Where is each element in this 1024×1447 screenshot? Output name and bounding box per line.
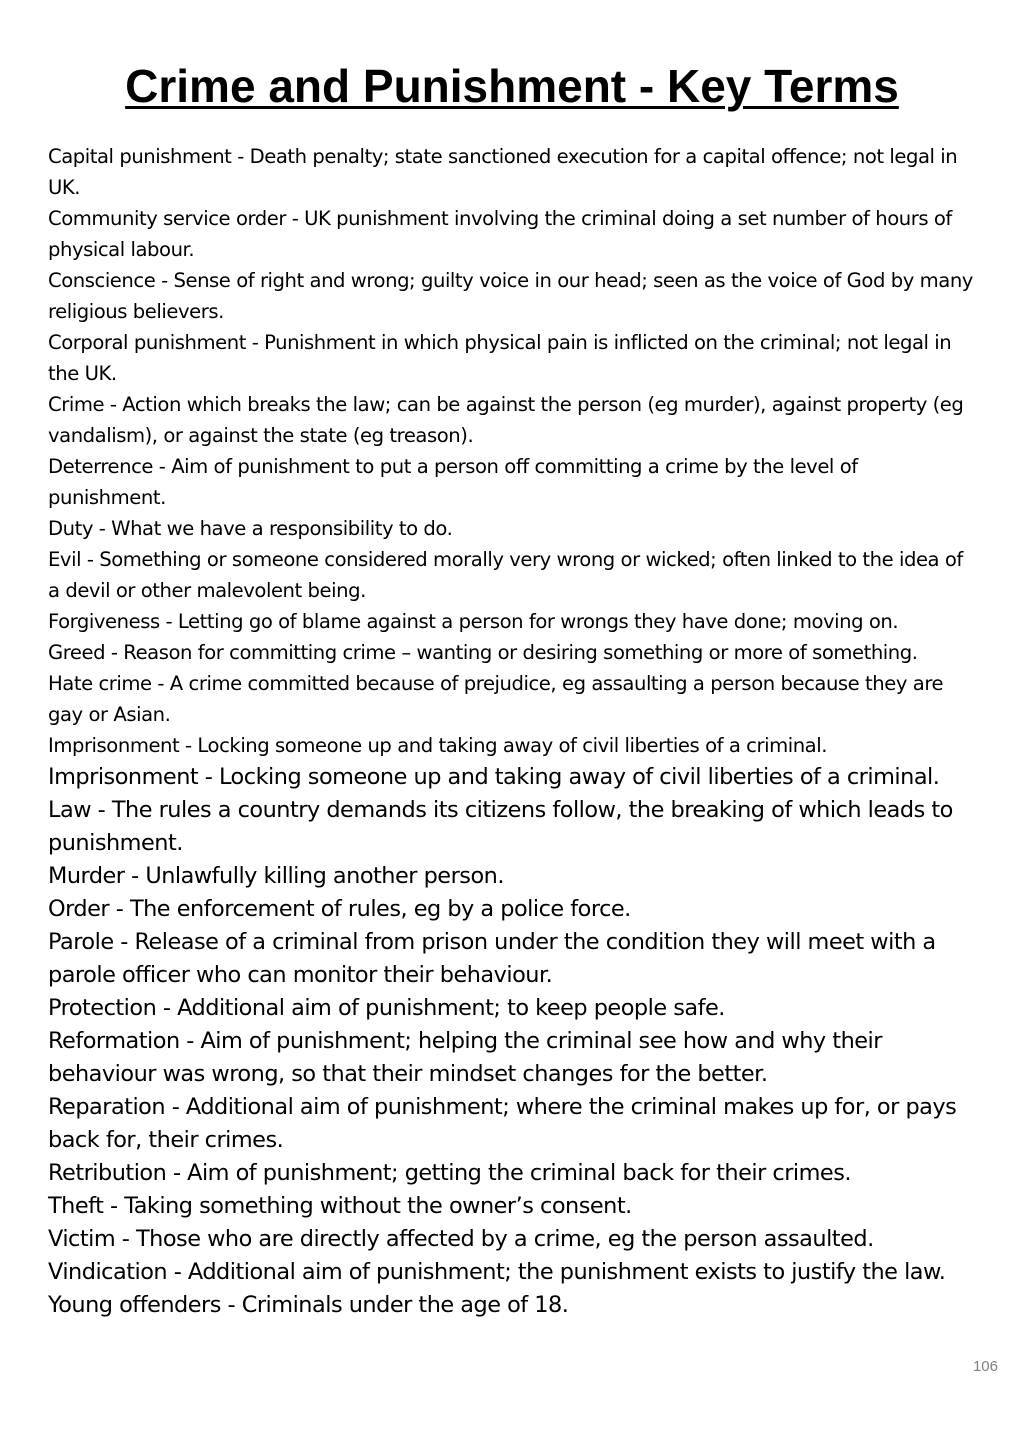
key-terms-list bbox=[48, 141, 974, 1322]
term-conscience: Conscience - Sense of right and wrong; guilty voice in our head; seen as the voice of God by many religious believers. bbox=[48, 269, 973, 323]
term-deterrence: Deterrence - Aim of punishment to put a person off committing a crime by the level of punishment. bbox=[48, 455, 858, 509]
term-imprisonment: Imprisonment - Locking someone up and taking away of civil liberties of a criminal. bbox=[48, 734, 828, 757]
term-evil: Evil - Something or someone considered morally very wrong or wicked; often linked to the idea of a devil or other malevolent being. bbox=[48, 548, 963, 602]
term-parole: Parole - Release of a criminal from prison under the condition they will meet with a parole officer who can monitor their behaviour. bbox=[48, 929, 936, 988]
term-capital-punishment: Capital punishment - Death penalty; state sanctioned execution for a capital offence; not legal in UK. bbox=[48, 145, 958, 199]
term-order: Order - The enforcement of rules, eg by a police force. bbox=[48, 896, 631, 922]
term-forgiveness: Forgiveness - Letting go of blame against a person for wrongs they have done; moving on. bbox=[48, 610, 899, 633]
term-crime: Crime - Action which breaks the law; can be against the person (eg murder), against property (eg vandalism), or against the state (eg treason). bbox=[48, 393, 964, 447]
term-greed: Greed - Reason for committing crime – wanting or desiring something or more of something. bbox=[48, 641, 918, 664]
page-number: 106 bbox=[972, 1358, 998, 1375]
term-victim: Victim - Those who are directly affected by a crime, eg the person assaulted. bbox=[48, 1226, 874, 1252]
term-murder: Murder - Unlawfully killing another person. bbox=[48, 863, 504, 889]
term-hate-crime: Hate crime - A crime committed because of prejudice, eg assaulting a person because they are gay or Asian. bbox=[48, 672, 944, 726]
term-duty: Duty - What we have a responsibility to do. bbox=[48, 517, 453, 540]
term-young-offenders: Young offenders - Criminals under the age of 18. bbox=[48, 1292, 569, 1318]
term-reformation: Reformation - Aim of punishment; helping the criminal see how and why their behaviour was wrong, so that their mindset changes for the better. bbox=[48, 1028, 882, 1087]
term-protection: Protection - Additional aim of punishment; to keep people safe. bbox=[48, 995, 725, 1021]
term-vindication: Vindication - Additional aim of punishment; the punishment exists to justify the law. bbox=[48, 1259, 946, 1285]
term-corporal-punishment: Corporal punishment - Punishment in which physical pain is inflicted on the criminal; not legal in the UK. bbox=[48, 331, 952, 385]
term-retribution: Retribution - Aim of punishment; getting the criminal back for their crimes. bbox=[48, 1160, 851, 1186]
term-reparation: Reparation - Additional aim of punishment; where the criminal makes up for, or pays back for, their crimes. bbox=[48, 1094, 957, 1153]
term-imprisonment-repeat: Imprisonment - Locking someone up and taking away of civil liberties of a criminal. bbox=[48, 764, 940, 790]
term-theft: Theft - Taking something without the owner’s consent. bbox=[48, 1193, 632, 1219]
page-title: Crime and Punishment - Key Terms bbox=[125, 60, 899, 112]
term-law: Law - The rules a country demands its citizens follow, the breaking of which leads to punishment. bbox=[48, 797, 953, 856]
term-community-service-order: Community service order - UK punishment involving the criminal doing a set number of hours of physical labour. bbox=[48, 207, 952, 261]
